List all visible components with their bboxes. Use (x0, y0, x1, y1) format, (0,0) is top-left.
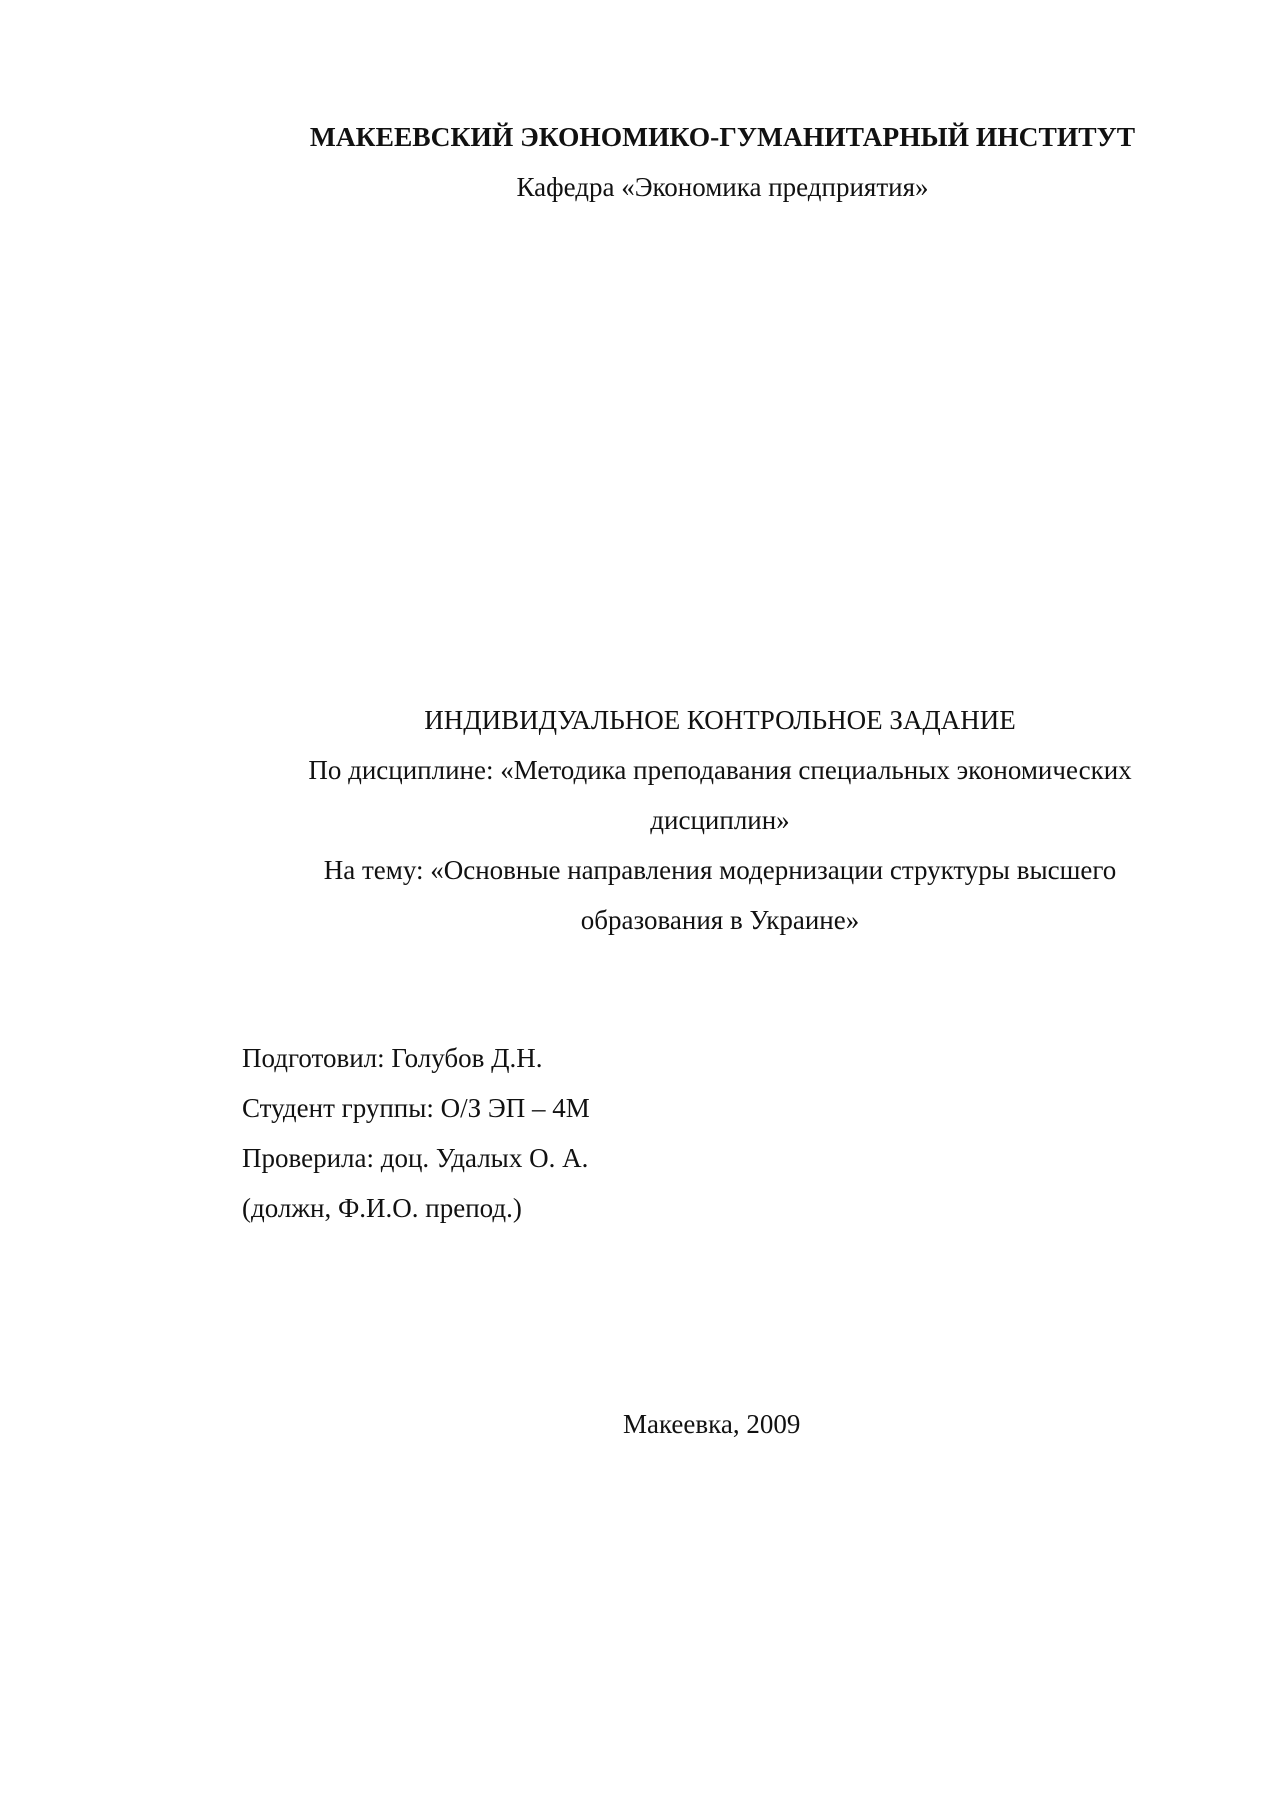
prepared-by: Подготовил: Голубов Д.Н. (242, 1043, 543, 1073)
topic-line-2: образования в Украине» (580, 905, 860, 935)
position-note: (должн, Ф.И.О. препод.) (242, 1193, 522, 1223)
city-year: Макеевка, 2009 (623, 1409, 801, 1439)
student-group: Студент группы: О/З ЭП – 4М (242, 1093, 590, 1123)
topic-line-1: На тему: «Основные направления модернизации структуры высшего (323, 855, 1117, 885)
task-heading: ИНДИВИДУАЛЬНОЕ КОНТРОЛЬНОЕ ЗАДАНИЕ (424, 705, 1016, 735)
department-name: Кафедра «Экономика предприятия» (516, 172, 929, 202)
author-info-block (242, 1033, 590, 1233)
discipline-line-2: дисциплин» (650, 805, 790, 835)
task-block (240, 695, 1200, 945)
discipline-line-1: По дисциплине: «Методика преподавания специальных экономических (308, 755, 1132, 785)
institute-name: МАКЕЕВСКИЙ ЭКОНОМИКО-ГУМАНИТАРНЫЙ ИНСТИТУТ (309, 121, 1136, 152)
checked-by: Проверила: доц. Удалых О. А. (242, 1143, 589, 1173)
